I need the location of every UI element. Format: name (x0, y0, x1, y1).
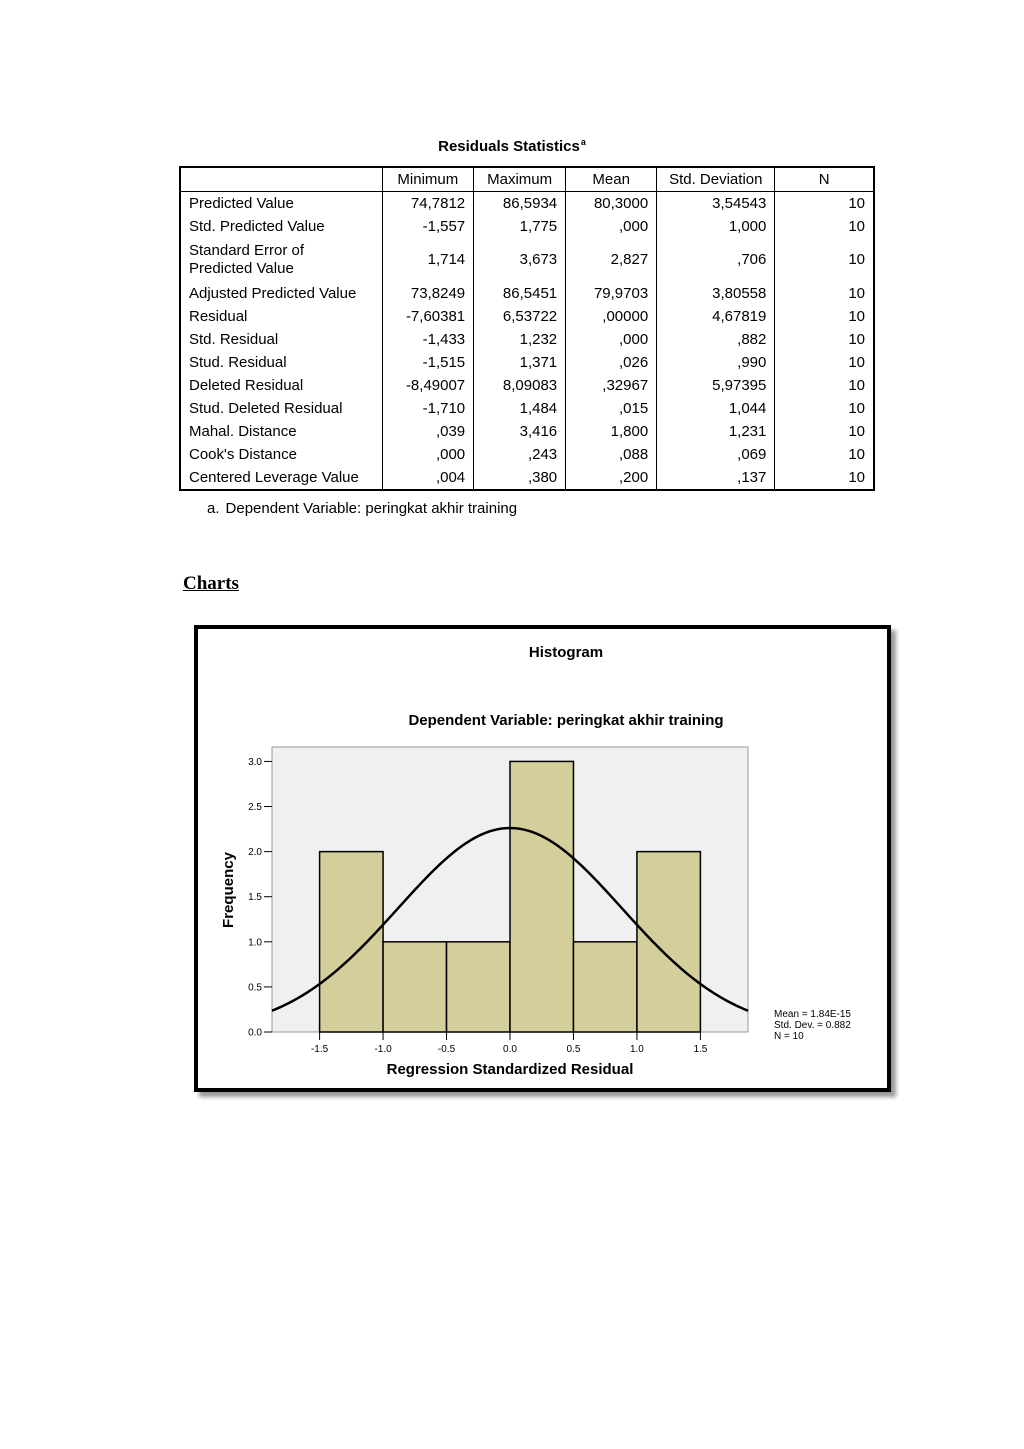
row-label-text: Predicted Value (189, 194, 294, 212)
table-title-text: Residuals Statistics (438, 138, 580, 155)
table-cell: 86,5934 (474, 192, 566, 216)
row-label-text: Stud. Residual (189, 353, 287, 371)
stats-text: N = 10 (774, 1031, 804, 1042)
table-cell: ,137 (657, 466, 775, 490)
y-axis-label: Frequency (220, 852, 237, 928)
table-cell: 74,7812 (382, 192, 474, 216)
table-cell: 10 (775, 420, 874, 443)
table-cell: 1,371 (474, 351, 566, 374)
row-label-text-line2: Predicted Value (189, 260, 294, 277)
table-cell: 8,09083 (474, 374, 566, 397)
table-title-marker: a (580, 137, 586, 147)
table-cell: 10 (775, 328, 874, 351)
table-cell: 1,231 (657, 420, 775, 443)
table-cell: ,243 (474, 443, 566, 466)
histogram-bar (320, 852, 383, 1032)
table-cell: ,000 (566, 328, 657, 351)
table-cell: ,00000 (566, 305, 657, 328)
table-cell: ,000 (382, 443, 474, 466)
table-cell: -1,710 (382, 397, 474, 420)
y-tick-label: 0.0 (248, 1027, 262, 1039)
table-cell: ,015 (566, 397, 657, 420)
table-cell: 10 (775, 238, 874, 282)
table-cell: -1,515 (382, 351, 474, 374)
y-tick-label: 1.0 (248, 937, 262, 949)
table-cell: -1,433 (382, 328, 474, 351)
row-label-text: Adjusted Predicted Value (189, 284, 357, 302)
table-cell: 1,000 (657, 215, 775, 238)
row-label-text: Residual (189, 307, 248, 325)
table-cell: 80,3000 (566, 192, 657, 216)
table-cell: 1,484 (474, 397, 566, 420)
table-cell: -8,49007 (382, 374, 474, 397)
table-cell: ,000 (566, 215, 657, 238)
chart-subtitle: Dependent Variable: peringkat akhir training (408, 712, 724, 729)
footnote-marker: a. (207, 500, 220, 517)
table-cell: 1,775 (474, 215, 566, 238)
histogram-frame (194, 625, 891, 1092)
y-tick-label: 2.0 (248, 847, 262, 859)
table-cell: 79,9703 (566, 282, 657, 305)
row-label-text: Standard Error of (189, 242, 305, 259)
table-cell: 10 (775, 351, 874, 374)
y-tick-label: 2.5 (248, 802, 262, 814)
y-tick-label: 3.0 (248, 756, 262, 768)
table-cell: 3,416 (474, 420, 566, 443)
column-header: N (775, 167, 874, 192)
y-tick-label: 1.5 (248, 892, 262, 904)
table-cell: 1,044 (657, 397, 775, 420)
table-cell: 10 (775, 282, 874, 305)
row-label-text: Std. Residual (189, 330, 279, 348)
table-cell: 1,232 (474, 328, 566, 351)
table-cell: ,026 (566, 351, 657, 374)
table-cell: 10 (775, 305, 874, 328)
column-header: Minimum (382, 167, 474, 192)
x-tick-label: -1.5 (310, 1044, 329, 1055)
histogram-bar (383, 942, 446, 1032)
table-cell: 10 (775, 374, 874, 397)
row-label-text: Cook's Distance (189, 445, 297, 463)
table-cell: 3,80558 (657, 282, 775, 305)
histogram-bar (447, 942, 510, 1032)
table-cell: 10 (775, 397, 874, 420)
column-header: Mean (566, 167, 657, 192)
table-cell: ,882 (657, 328, 775, 351)
row-label-text: Centered Leverage Value (189, 468, 359, 486)
x-tick-label: 0.5 (566, 1044, 581, 1055)
histogram-bar (637, 852, 700, 1032)
x-axis-label: Regression Standardized Residual (386, 1061, 634, 1078)
table-cell: ,088 (566, 443, 657, 466)
stats-text: Std. Dev. = 0.882 (774, 1020, 851, 1031)
stats-text: Mean = 1.84E-15 (774, 1009, 851, 1020)
table-cell: 6,53722 (474, 305, 566, 328)
table-cell: 10 (775, 466, 874, 490)
x-tick-label: 1.5 (693, 1044, 708, 1055)
table-cell: ,380 (474, 466, 566, 490)
row-label-text: Stud. Deleted Residual (189, 399, 343, 417)
table-cell: 1,714 (382, 238, 474, 282)
table-cell: 1,800 (566, 420, 657, 443)
histogram-bar (573, 942, 636, 1032)
table-cell: -7,60381 (382, 305, 474, 328)
table-cell: 3,54543 (657, 192, 775, 216)
table-cell: 4,67819 (657, 305, 775, 328)
table-cell: 73,8249 (382, 282, 474, 305)
histogram-bar (510, 761, 573, 1032)
table-cell: ,990 (657, 351, 775, 374)
row-label-text: Mahal. Distance (189, 422, 297, 440)
footnote-text: Dependent Variable: peringkat akhir training (225, 500, 518, 517)
row-label-text: Deleted Residual (189, 376, 304, 394)
table-cell: ,069 (657, 443, 775, 466)
charts-heading: Charts (183, 573, 239, 594)
x-tick-label: -1.0 (374, 1044, 392, 1055)
y-tick-label: 0.5 (248, 982, 262, 994)
column-header: Std. Deviation (657, 167, 775, 192)
x-tick-label: -0.5 (437, 1044, 456, 1055)
x-tick-label: 1.0 (629, 1044, 644, 1055)
table-cell: 10 (775, 192, 874, 216)
table-cell: ,706 (657, 238, 775, 282)
table-cell: 2,827 (566, 238, 657, 282)
column-header: Maximum (474, 167, 566, 192)
table-cell: -1,557 (382, 215, 474, 238)
table-cell: 5,97395 (657, 374, 775, 397)
table-cell: 10 (775, 215, 874, 238)
table-cell: ,039 (382, 420, 474, 443)
table-cell: 3,673 (474, 238, 566, 282)
table-cell: 10 (775, 443, 874, 466)
table-cell: ,32967 (566, 374, 657, 397)
table-cell: ,004 (382, 466, 474, 490)
x-tick-label: 0.0 (503, 1044, 517, 1055)
table-cell: ,200 (566, 466, 657, 490)
table-cell: 86,5451 (474, 282, 566, 305)
chart-title: Histogram (528, 644, 604, 661)
row-label-text: Std. Predicted Value (189, 217, 325, 235)
